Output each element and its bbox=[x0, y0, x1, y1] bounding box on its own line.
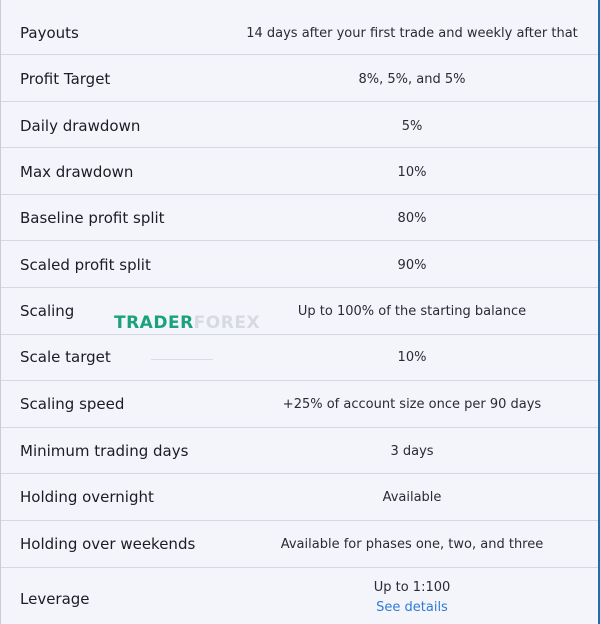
row-value: 10% bbox=[397, 165, 427, 180]
table-row-profit-target bbox=[1, 55, 599, 102]
row-value: 90% bbox=[397, 258, 427, 273]
table-row-leverage bbox=[1, 568, 599, 624]
row-value: 3 days bbox=[390, 444, 434, 459]
row-label: Scale target bbox=[20, 348, 111, 366]
row-label: Leverage bbox=[20, 590, 90, 608]
row-label: Holding overnight bbox=[20, 488, 154, 506]
row-label: Minimum trading days bbox=[20, 442, 189, 460]
row-label: Profit Target bbox=[20, 70, 111, 88]
row-value: Up to 100% of the starting balance bbox=[297, 304, 527, 319]
watermark-text-forex: FOREX bbox=[193, 313, 261, 333]
row-label: Scaling speed bbox=[20, 395, 125, 413]
row-label: Payouts bbox=[20, 24, 79, 42]
see-details-link[interactable]: See details bbox=[376, 600, 448, 615]
row-value: 80% bbox=[397, 211, 427, 226]
table-row-holding-overnight bbox=[1, 474, 599, 521]
row-label: Holding over weekends bbox=[20, 535, 196, 553]
row-value: +25% of account size once per 90 days bbox=[282, 397, 542, 412]
table-row-daily-drawdown bbox=[1, 102, 599, 148]
traderforex-watermark-logo bbox=[114, 313, 260, 333]
row-label: Daily drawdown bbox=[20, 117, 141, 135]
table-row-scaling bbox=[1, 288, 599, 335]
table-row-scaled-profit-split bbox=[1, 241, 599, 288]
table-row-scale-target bbox=[1, 335, 599, 381]
table-row-payouts bbox=[1, 8, 599, 55]
row-value: 14 days after your first trade and weekly after that bbox=[246, 26, 578, 41]
table-row-holding-over-weekends bbox=[1, 521, 599, 568]
row-label: Baseline profit split bbox=[20, 209, 165, 227]
row-label: Scaled profit split bbox=[20, 256, 151, 274]
row-value: Available bbox=[382, 490, 442, 505]
watermark-text-trader: TRADER bbox=[114, 313, 194, 333]
row-value: Available for phases one, two, and three bbox=[280, 537, 544, 552]
row-value: 10% bbox=[397, 350, 427, 365]
row-value: 5% bbox=[401, 119, 423, 134]
row-value: Up to 1:100 bbox=[373, 580, 451, 595]
table-row-scaling-speed bbox=[1, 381, 599, 428]
watermark-underline bbox=[151, 359, 213, 360]
row-value: 8%, 5%, and 5% bbox=[358, 72, 466, 87]
table-row-minimum-trading-days bbox=[1, 428, 599, 474]
row-label: Scaling bbox=[20, 302, 75, 320]
row-label: Max drawdown bbox=[20, 163, 134, 181]
table-row-baseline-profit-split bbox=[1, 195, 599, 241]
table-row-max-drawdown bbox=[1, 148, 599, 195]
